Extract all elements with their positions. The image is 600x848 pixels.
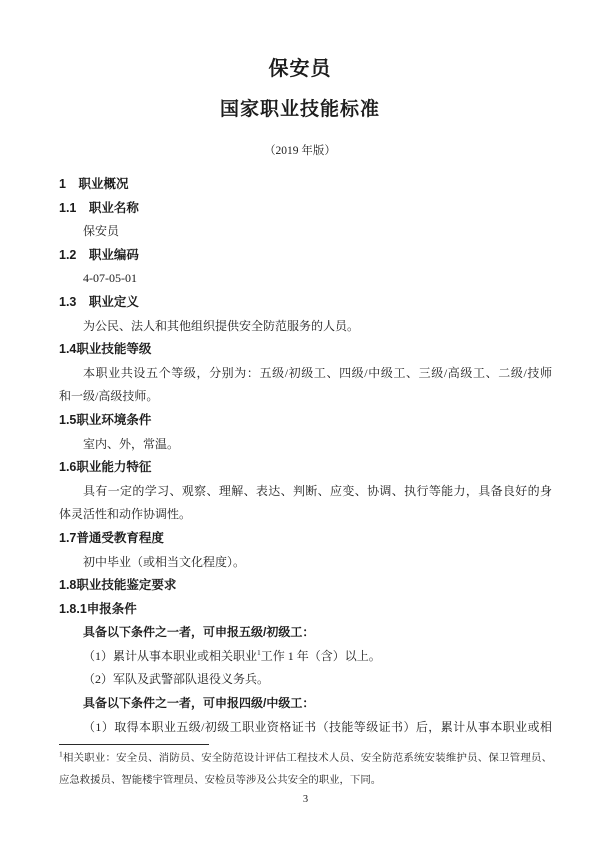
footnote xyxy=(59,745,552,792)
level5-requirement-item-2: （2）军队及武警部队退役义务兵。 xyxy=(83,672,270,687)
level5-requirement-item-1 xyxy=(59,645,552,669)
title-block xyxy=(0,0,600,158)
doc-title: 保安员 xyxy=(268,58,332,80)
level5-item1-text: （1）累计从事本职业或相关职业 xyxy=(83,648,258,663)
section-heading-1-5: 1.5职业环境条件 xyxy=(59,412,152,427)
paragraph-occupation-name: 保安员 xyxy=(83,224,120,239)
level5-item1-text-cont: 工作 1 年（含）以上。 xyxy=(260,648,381,663)
section-heading-1-2: 1.2 职业编码 xyxy=(59,247,139,262)
paragraph-definition: 为公民、法人和其他组织提供安全防范服务的人员。 xyxy=(83,318,360,333)
level4-requirements-title: 具备以下条件之一者，可申报四级/中级工： xyxy=(83,696,315,711)
document-body xyxy=(59,173,552,739)
section-heading-1-3: 1.3 职业定义 xyxy=(59,294,139,309)
paragraph-education: 初中毕业（或相当文化程度）。 xyxy=(83,554,246,569)
section-heading-1-8: 1.8职业技能鉴定要求 xyxy=(59,578,177,593)
paragraph-levels-line1: 本职业共设五个等级，分别为：五级/初级工、四级/中级工、三级/高级工、二级/技师 xyxy=(83,365,552,380)
section-heading-1-6: 1.6职业能力特征 xyxy=(59,460,152,475)
footnote-text-line1: 相关职业：安全员、消防员、安全防范设计评估工程技术人员、安全防范系统安装维护员、保卫管理员、 xyxy=(62,753,552,765)
section-heading-1-1: 1.1 职业名称 xyxy=(59,200,139,215)
paragraph-environment: 室内、外，常温。 xyxy=(83,436,180,451)
level4-requirement-item-1: （1）取得本职业五级/初级工职业资格证书（技能等级证书）后，累计从事本职业或相 xyxy=(83,719,552,734)
doc-edition: （2019 年版） xyxy=(264,145,336,157)
paragraph-ability-line2: 体灵活性和动作协调性。 xyxy=(59,507,192,522)
paragraph-ability-line1: 具有一定的学习、观察、理解、表达、判断、应变、协调、执行等能力，具备良好的身 xyxy=(83,483,552,498)
footnote-line1 xyxy=(59,748,552,770)
section-heading-1: 1 职业概况 xyxy=(59,177,129,191)
section-heading-1-4: 1.4职业技能等级 xyxy=(59,342,152,357)
footnote-number-marker: 1 xyxy=(59,749,63,759)
doc-subtitle: 国家职业技能标准 xyxy=(219,99,380,120)
footnote-line2: 应急救援员、智能楼宇管理员、安检员等涉及公共安全的职业，下同。 xyxy=(59,775,382,787)
paragraph-levels-line2: 和一级/高级技师。 xyxy=(59,389,159,404)
page-footer xyxy=(59,744,552,806)
section-heading-1-7: 1.7普通受教育程度 xyxy=(59,530,164,545)
paragraph-occupation-code: 4-07-05-01 xyxy=(83,271,137,286)
level5-requirements-title: 具备以下条件之一者，可申报五级/初级工： xyxy=(83,625,315,640)
footnote-reference-marker: 1 xyxy=(257,647,261,657)
section-heading-1-8-1: 1.8.1申报条件 xyxy=(59,601,137,616)
page-number: 3 xyxy=(302,794,309,806)
